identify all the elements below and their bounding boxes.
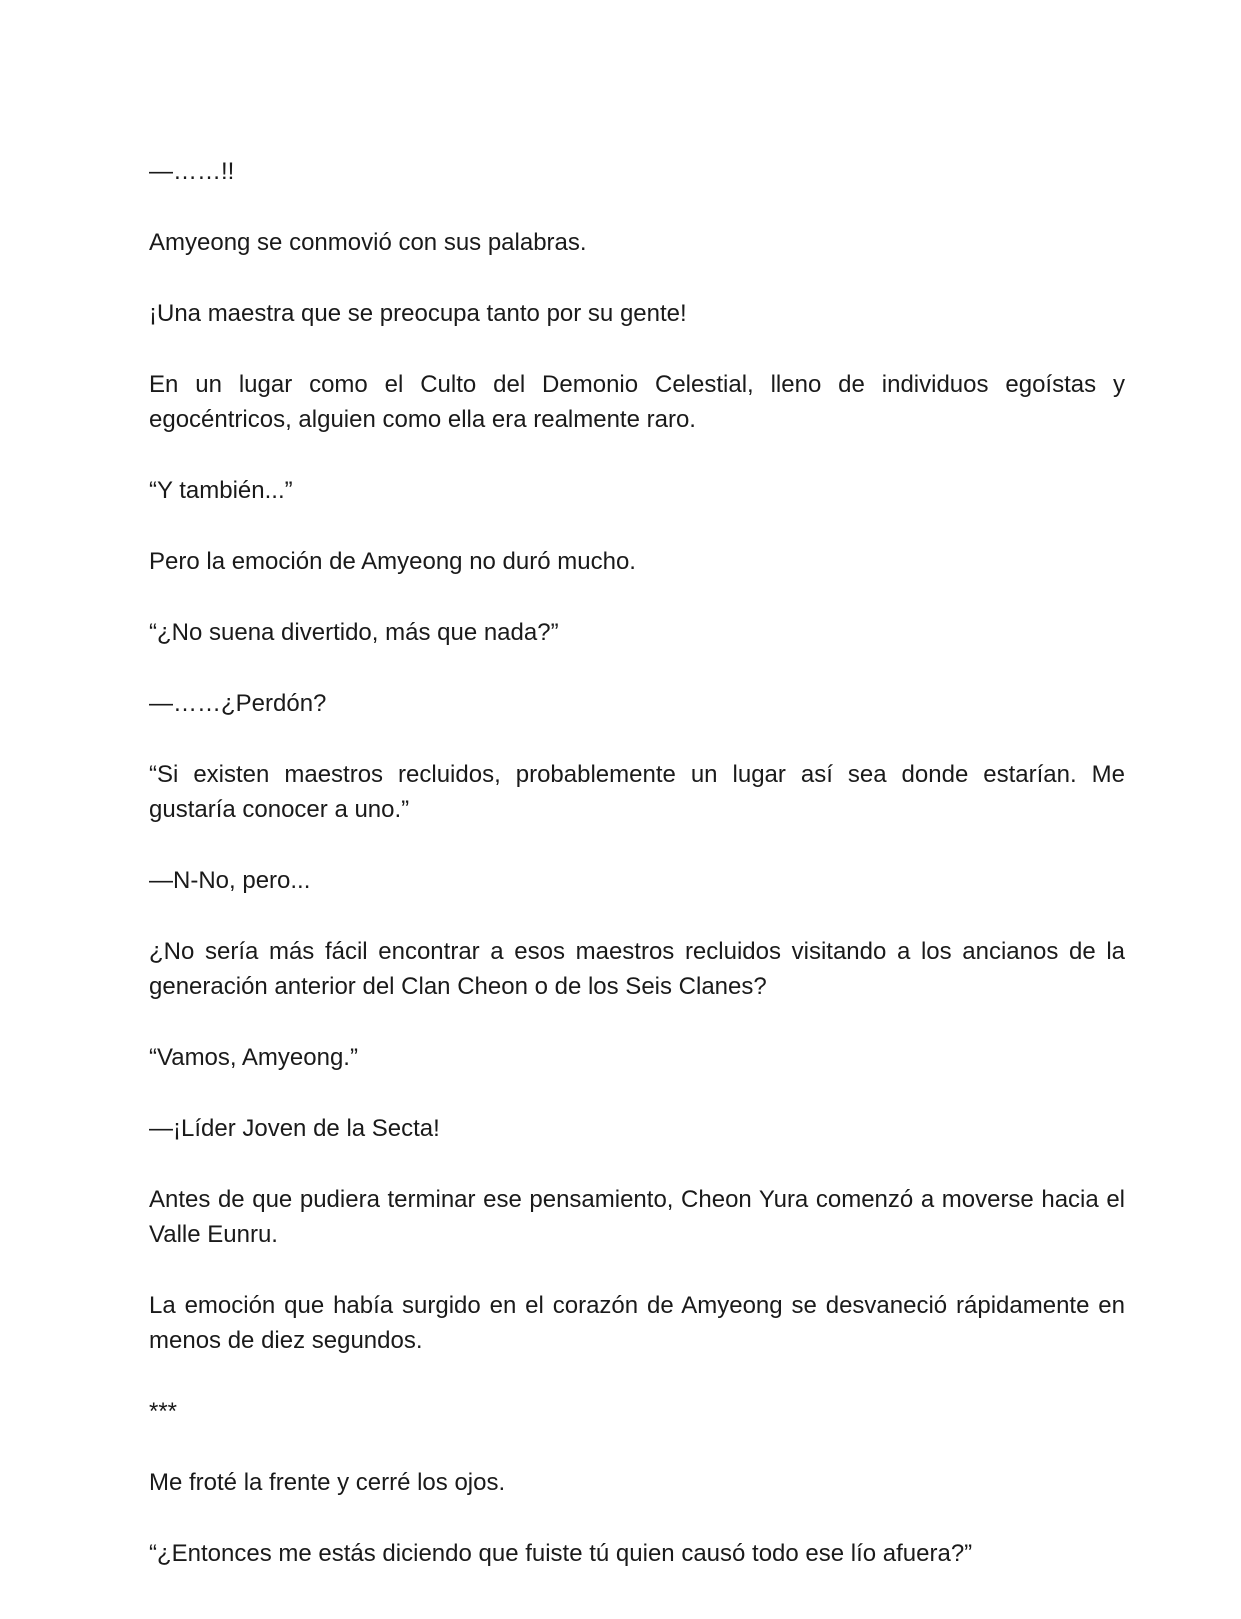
- paragraph: —……¿Perdón?: [149, 690, 327, 717]
- paragraph: “Si existen maestros recluidos, probablemente un lugar así sea donde estarían. Me gustaría conocer a uno.”: [149, 761, 1125, 823]
- paragraph: —¡Líder Joven de la Secta!: [149, 1115, 440, 1142]
- paragraph: “¿No suena divertido, más que nada?”: [149, 619, 559, 646]
- paragraph: En un lugar como el Culto del Demonio Celestial, lleno de individuos egoístas y egocéntricos, alguien como ella era realmente raro.: [149, 371, 1125, 433]
- paragraph: ¿No sería más fácil encontrar a esos maestros recluidos visitando a los ancianos de la generación anterior del Clan Cheon o de los Seis Clanes?: [149, 938, 1125, 1000]
- paragraph: Amyeong se conmovió con sus palabras.: [149, 229, 587, 256]
- document-body: [149, 154, 1125, 1571]
- paragraph: Antes de que pudiera terminar ese pensamiento, Cheon Yura comenzó a moverse hacia el Valle Eunru.: [149, 1186, 1125, 1248]
- paragraph: “Y también...”: [149, 477, 293, 504]
- paragraph: —……!!: [149, 158, 235, 185]
- paragraph: La emoción que había surgido en el corazón de Amyeong se desvaneció rápidamente en menos de diez segundos.: [149, 1292, 1125, 1354]
- paragraph: ¡Una maestra que se preocupa tanto por su gente!: [149, 300, 687, 327]
- paragraph: “Vamos, Amyeong.”: [149, 1044, 358, 1071]
- paragraph: —N-No, pero...: [149, 867, 311, 894]
- scene-break: ***: [149, 1398, 178, 1425]
- paragraph: Pero la emoción de Amyeong no duró mucho.: [149, 548, 636, 575]
- paragraph: “¿Entonces me estás diciendo que fuiste tú quien causó todo ese lío afuera?”: [149, 1540, 973, 1567]
- paragraph: Me froté la frente y cerré los ojos.: [149, 1469, 506, 1496]
